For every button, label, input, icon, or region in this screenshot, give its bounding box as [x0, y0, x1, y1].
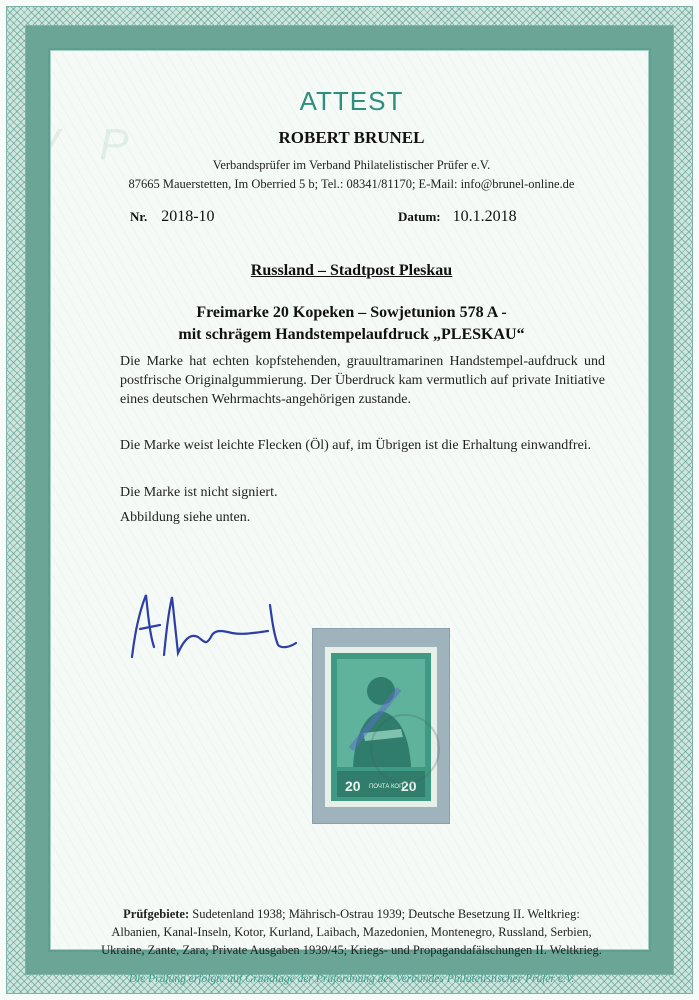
- footer-line2: Albanien, Kanal-Inseln, Kotor, Kurland, Laibach, Mazedonien, Montenegro, Russland, Serbien,: [111, 925, 592, 939]
- number-value: 2018-10: [161, 208, 215, 225]
- examiner-name: ROBERT BRUNEL: [278, 128, 425, 147]
- stamp-value-right: 20: [401, 778, 417, 794]
- number-label: Nr.: [130, 209, 148, 224]
- date-value: 10.1.2018: [452, 208, 517, 225]
- footer-line1-text: Sudetenland 1938; Mährisch-Ostrau 1939; Deutsche Besetzung II. Weltkrieg:: [192, 907, 580, 921]
- stamp-caption: ПОЧТА КОП: [369, 784, 404, 790]
- stamp-image: [312, 628, 450, 824]
- paragraph-spots: Die Marke weist leichte Flecken (Öl) auf, im Übrigen ist die Erhaltung einwandfrei.: [120, 438, 592, 453]
- examiner-address: 87665 Mauerstetten, Im Oberried 5 b; Tel.: 08341/81170; E-Mail: info@brunel-online.de: [128, 177, 575, 191]
- watermark-row: VP: [30, 120, 169, 169]
- footer-label: Prüfgebiete:: [123, 907, 190, 921]
- stamp-graphic: [313, 629, 449, 823]
- certificate-date: [398, 208, 517, 226]
- certificate-number: [130, 208, 215, 226]
- footer-line1: [90, 905, 613, 923]
- examiner-signature: [120, 585, 320, 665]
- date-label: Datum:: [398, 209, 441, 224]
- paragraph-condition: Die Marke hat echten kopfstehenden, grauultramarinen Handstempel-aufdruck und postfrische Originalgummierung. Der Überdruck kam vermutlich auf private Initiative eines deutschen Wehrmachts-angehörigen zustande.: [120, 354, 605, 407]
- certificate-heading: Russland – Stadtpost Pleskau: [250, 262, 453, 279]
- stamp-value-left: 20: [345, 778, 361, 794]
- paragraph-image-note: Abbildung siehe unten.: [120, 510, 251, 525]
- certificate-title: ATTEST: [299, 86, 404, 116]
- footer-line3: Ukraine, Zante, Zara; Private Ausgaben 1939/45; Kriegs- und Propagandafälschungen II. Weltkrieg.: [101, 943, 602, 957]
- stamp-description-line2: mit schrägem Handstempelaufdruck „PLESKAU“: [178, 326, 525, 343]
- paragraph-signed: Die Marke ist nicht signiert.: [120, 485, 278, 500]
- footer-note: Die Prüfung erfolgte auf Grundlage der Prüfordnung des Verbandes Philatelistischer Prüfer e.V.: [128, 973, 575, 985]
- certificate-paper: [30, 48, 651, 985]
- examiner-affiliation: Verbandsprüfer im Verband Philatelistischer Prüfer e.V.: [212, 158, 491, 172]
- stamp-description-line1: Freimarke 20 Kopeken – Sowjetunion 578 A -: [196, 304, 507, 321]
